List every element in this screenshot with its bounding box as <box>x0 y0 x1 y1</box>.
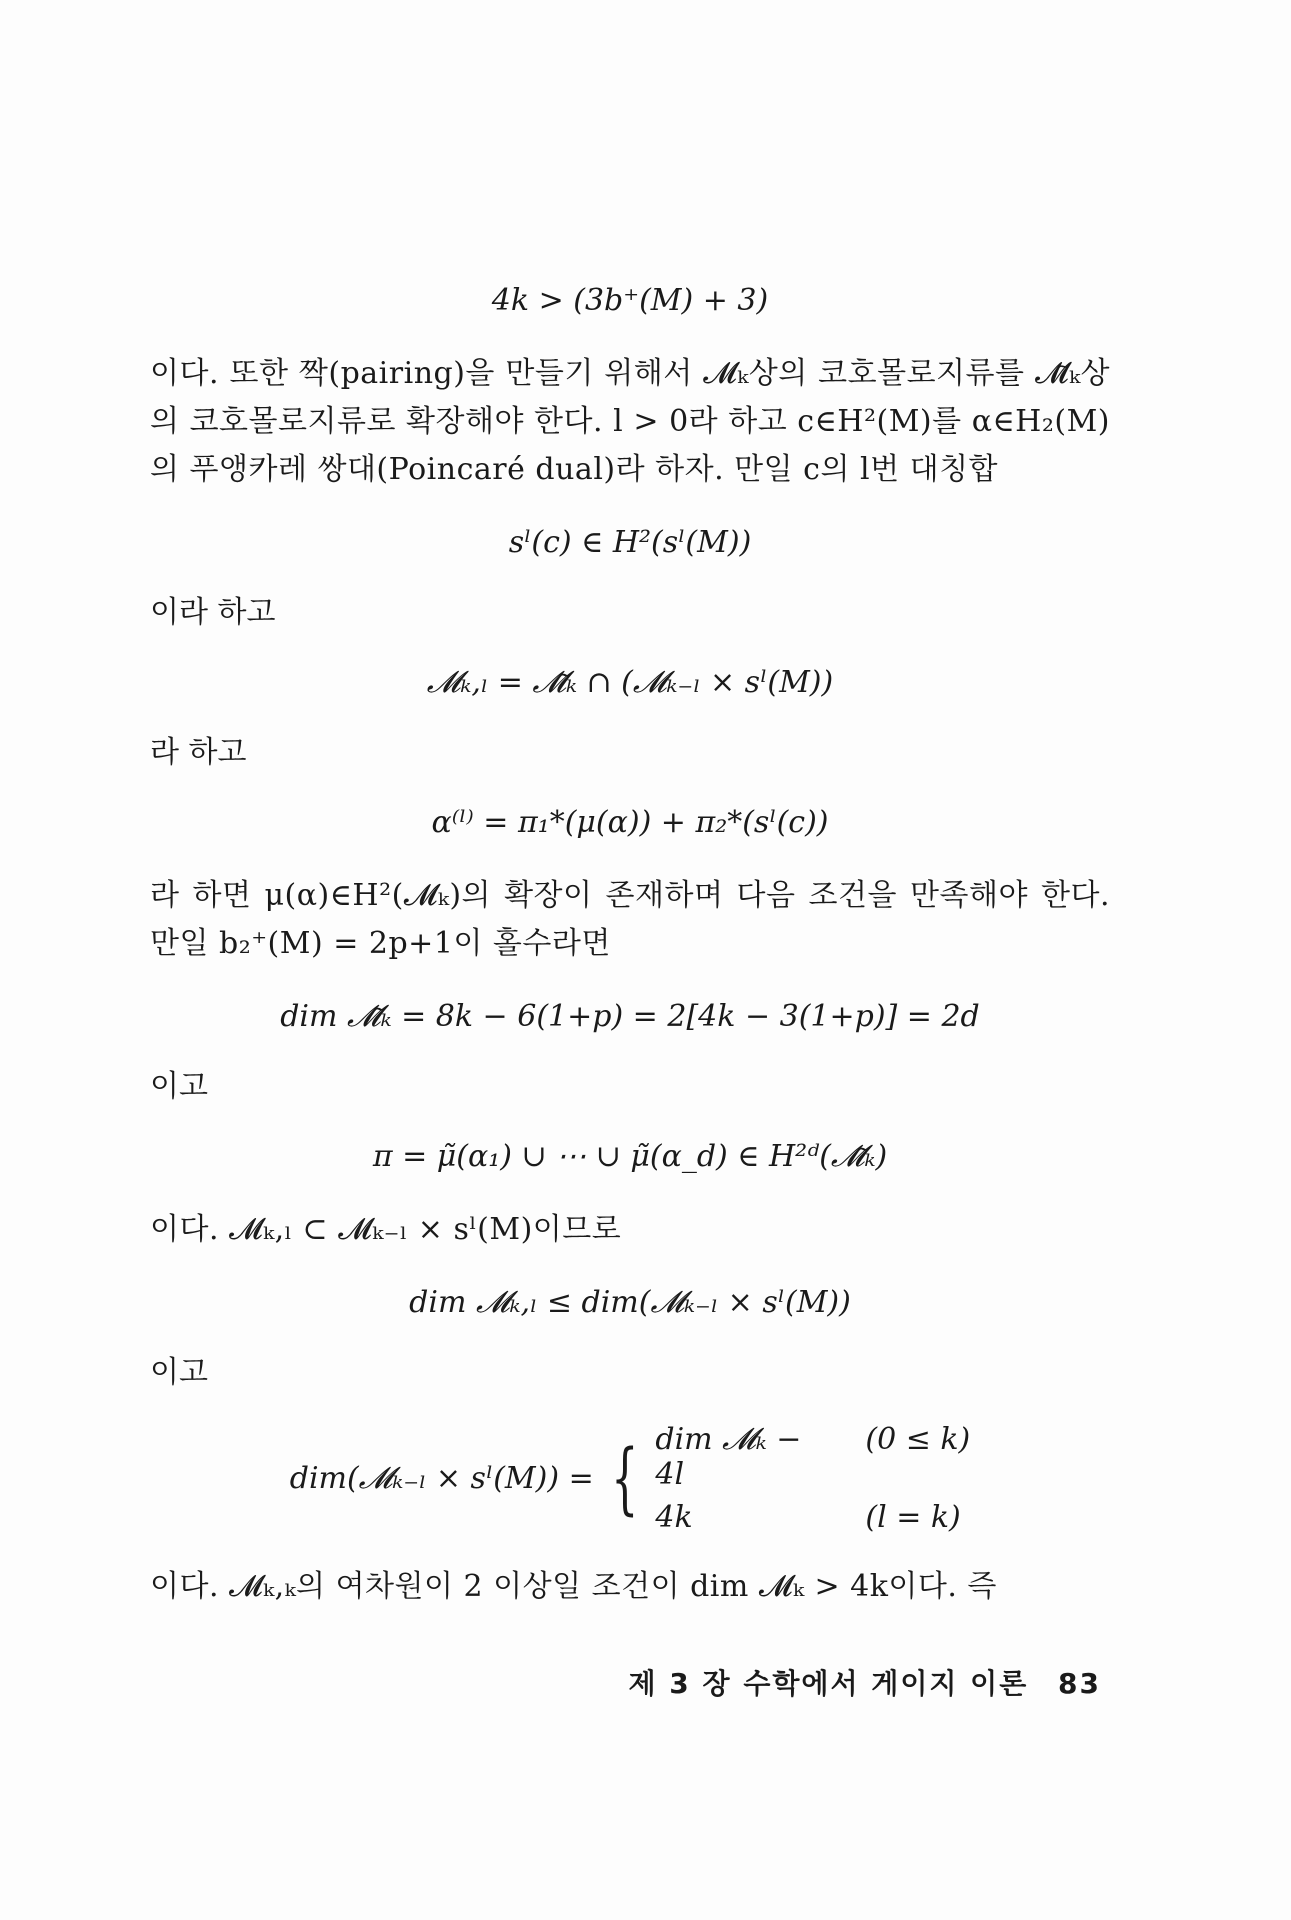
text-connector: 이라 하고 <box>150 595 276 630</box>
paragraph-extension: 라 하면 μ(α)∈H²(𝓜ₖ)의 확장이 존재하며 다음 조건을 만족해야 한다. 만일 b₂⁺(M) = 2p+1이 홀수라면 <box>150 878 1110 961</box>
equation-alpha-l: α⁽ˡ⁾ = π₁*(μ(α)) + π₂*(sˡ(c)) <box>431 805 829 840</box>
text-connector: 라 하고 <box>150 735 247 770</box>
equation-dim-inequality: dim 𝓜ₖ,ₗ ≤ dim(𝓜ₖ₋ₗ × sˡ(M)) <box>409 1285 851 1320</box>
piecewise-lhs: dim(𝓜ₖ₋ₗ × sˡ(M)) = <box>289 1461 594 1496</box>
piecewise-case <box>655 1422 970 1492</box>
chapter-title: 제 3 장 수학에서 게이지 이론 <box>628 1667 1029 1700</box>
equation-symmetric-product: sˡ(c) ∈ H²(sˡ(M)) <box>508 525 752 560</box>
equation-moduli-intersection: 𝓜ₖ,ₗ = 𝓜̃ₖ ∩ (𝓜ₖ₋ₗ × sˡ(M)) <box>426 665 834 700</box>
page-number: 83 <box>1058 1667 1101 1700</box>
case-condition: (l = k) <box>865 1500 961 1535</box>
piecewise-case <box>655 1500 970 1535</box>
running-footer <box>629 1662 1101 1702</box>
paragraph-codimension: 이다. 𝓜ₖ,ₖ의 여차원이 2 이상일 조건이 dim 𝓜ₖ > 4k이다. 즉 <box>150 1569 997 1604</box>
text-connector: 이고 <box>150 1069 208 1104</box>
piecewise-cases <box>655 1422 970 1535</box>
equation-pi-cup: π = μ̃(α₁) ∪ ⋯ ∪ μ̃(α_d) ∈ H²ᵈ(𝓜̃ₖ) <box>372 1139 888 1174</box>
paragraph-pairing: 이다. 또한 짝(pairing)을 만들기 위해서 𝓜ₖ상의 코호몰로지류를 𝓜̃ₖ상의 코호몰로지류로 확장해야 한다. l > 0라 하고 c∈H²(M)를 α∈H₂(M)의 푸앵카레 쌍대(Poincaré dual)라 하자. 만일 c의 l번 대칭합 <box>150 356 1110 487</box>
left-brace: { <box>610 1433 639 1524</box>
case-expression: dim 𝓜ₖ − 4l <box>655 1422 802 1492</box>
case-expression: 4k <box>655 1500 693 1535</box>
case-condition: (0 ≤ k) <box>865 1422 971 1457</box>
text-connector: 이고 <box>150 1355 208 1390</box>
page-body <box>150 280 1110 1611</box>
paragraph-subset: 이다. 𝓜ₖ,ₗ ⊂ 𝓜ₖ₋ₗ × sˡ(M)이므로 <box>150 1212 622 1247</box>
equation-piecewise <box>150 1422 1110 1535</box>
equation-inequality: 4k > (3b⁺(M) + 3) <box>491 283 769 318</box>
equation-dimension: dim 𝓜̃ₖ = 8k − 6(1+p) = 2[4k − 3(1+p)] = 2d <box>280 999 980 1034</box>
